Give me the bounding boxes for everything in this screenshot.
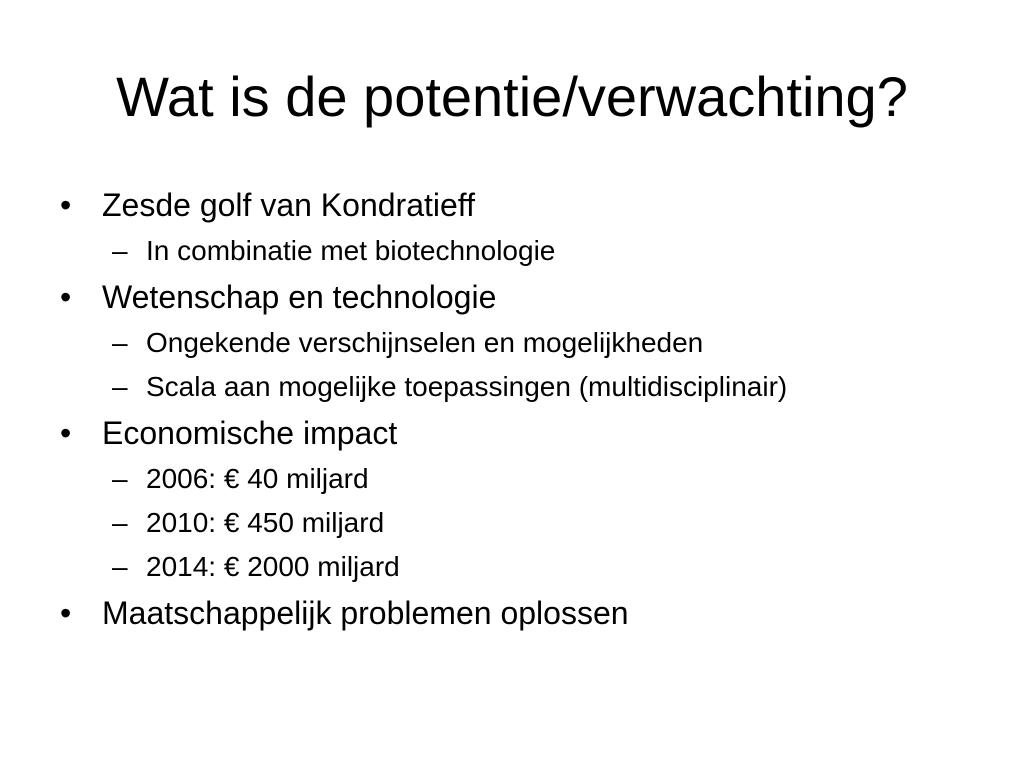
sub-item-label: Scala aan mogelijke toepassingen (multidisciplinair): [146, 371, 788, 402]
dash-icon: –: [112, 235, 128, 266]
bullet-label: Economische impact: [102, 415, 398, 451]
dash-icon: –: [112, 463, 128, 494]
bullet-label: Maatschappelijk problemen oplossen: [102, 595, 629, 631]
sub-item-label: 2010: € 450 miljard: [146, 507, 385, 538]
sub-list-wetenschap: [60, 321, 1000, 409]
bullet-list: [60, 183, 1000, 637]
sub-item: [60, 365, 1000, 409]
slide-title: Wat is de potentie/verwachting?: [116, 65, 908, 128]
dash-icon: –: [112, 327, 128, 358]
bullet-item-wetenschap: [60, 275, 1000, 319]
bullet-item-maatschappelijk: [60, 591, 1000, 635]
sub-item: [60, 321, 1000, 365]
bullet-item-economische-impact: [60, 411, 1000, 455]
sub-item: [60, 545, 1000, 589]
sub-list-economische-impact: [60, 457, 1000, 589]
sub-item-label: 2014: € 2000 miljard: [146, 551, 400, 582]
bullet-icon: •: [60, 415, 72, 451]
sub-item-label: Ongekende verschijnselen en mogelijkheden: [146, 327, 704, 358]
sub-list-kondratieff: [60, 229, 1000, 273]
sub-item-label: In combinatie met biotechnologie: [146, 235, 556, 266]
bullet-label: Wetenschap en technologie: [102, 279, 497, 315]
dash-icon: –: [112, 551, 128, 582]
sub-item: [60, 501, 1000, 545]
sub-item: [60, 457, 1000, 501]
dash-icon: –: [112, 371, 128, 402]
bullet-icon: •: [60, 187, 72, 223]
bullet-label: Zesde golf van Kondratieff: [102, 187, 475, 223]
bullet-item-kondratieff: [60, 183, 1000, 227]
dash-icon: –: [112, 507, 128, 538]
bullet-icon: •: [60, 595, 72, 631]
sub-item-label: 2006: € 40 miljard: [146, 463, 369, 494]
sub-item: [60, 229, 1000, 273]
bullet-icon: •: [60, 279, 72, 315]
